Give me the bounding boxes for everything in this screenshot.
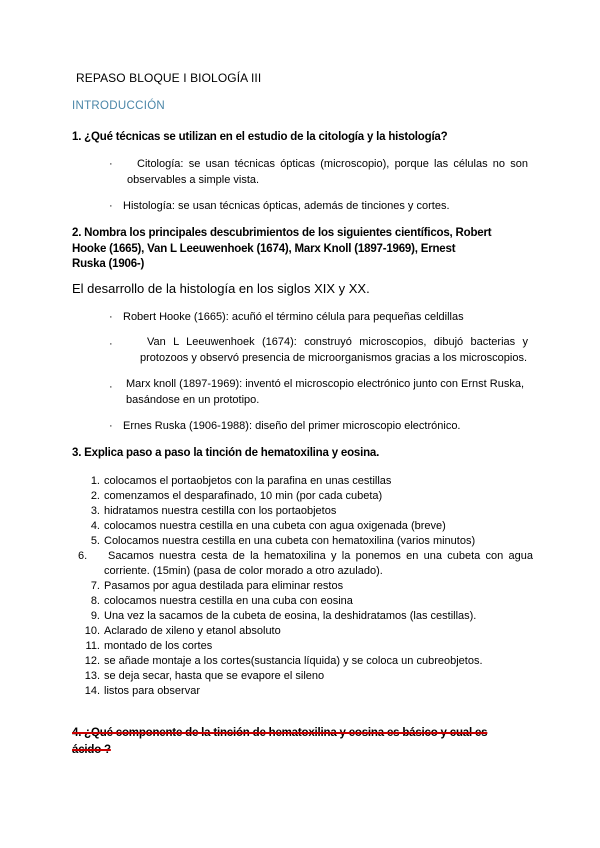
list-item: 1. colocamos el portaobjetos con la parafina en unas cestillas: [90, 475, 392, 487]
q2-answer-ruska: Ernes Ruska (1906-1988): diseño del primer microscopio electrónico.: [123, 420, 461, 432]
bullet-icon: ·: [109, 381, 113, 393]
bullet-icon: ·: [109, 338, 113, 350]
question-4-line: ácido ?: [72, 744, 111, 756]
question-3: 3. Explica paso a paso la tinción de hematoxilina y eosina.: [72, 447, 380, 459]
list-item: 4. colocamos nuestra cestilla en una cubeta con agua oxigenada (breve): [90, 520, 446, 532]
question-2: [72, 226, 491, 273]
intro-heading: INTRODUCCIÓN: [72, 100, 166, 112]
question-1: 1. ¿Qué técnicas se utilizan en el estudio de la citología y la histología?: [72, 131, 448, 143]
question-2-line: Hooke (1665), Van L Leeuwenhoek (1674), Marx Knoll (1897-1969), Ernest: [72, 242, 456, 255]
staining-steps-list: [78, 474, 533, 699]
list-item: 2. comenzamos el desparafinado, 10 min (por cada cubeta): [90, 490, 383, 502]
list-item: 11. montado de los cortes: [85, 640, 213, 652]
q1-answer-histologia: Histología: se usan técnicas ópticas, además de tinciones y cortes.: [123, 200, 450, 212]
list-item: 7. Pasamos por agua destilada para eliminar restos: [90, 580, 344, 592]
list-item: 14. listos para observar: [84, 685, 200, 697]
list-item: 13. se deja secar, hasta que se evapore el sileno: [84, 670, 325, 682]
list-item: 10. Aclarado de xileno y etanol absoluto: [84, 625, 281, 637]
list-item: 6. Sacamos nuestra cesta de la hematoxilina y la ponemos en una cubeta con agua corriente. (15min) (pasa de color morado a otro azulado).: [78, 550, 533, 577]
q2-answer-leeuwenhoek: Van L Leeuwenhoek (1674): construyó microscopios, dibujó bacterias y protozoos y observó presencia de microorganismos gracias a los microscopios.: [140, 336, 528, 364]
bullet-icon: ·: [109, 200, 113, 212]
q2-answer-hooke: Robert Hooke (1665): acuñó el término célula para pequeñas celdillas: [123, 311, 464, 323]
question-4: [72, 725, 487, 759]
bullet-icon: ·: [109, 311, 113, 323]
list-item: 9. Una vez la sacamos de la cubeta de eosina, la deshidratamos (las cestillas).: [90, 610, 477, 622]
q2-answer-knoll: Marx knoll (1897-1969): inventó el microscopio electrónico junto con Ernst Ruska, basándose en un prototipo.: [126, 378, 525, 406]
bullet-icon: ·: [109, 420, 113, 432]
bullet-icon: ·: [109, 158, 113, 170]
list-item: 3. hidratamos nuestra cestilla con los portaobjetos: [90, 505, 337, 517]
q2-intro: El desarrollo de la histología en los siglos XIX y XX.: [72, 281, 370, 296]
list-item: 5. Colocamos nuestra cestilla en una cubeta con hematoxilina (varios minutos): [90, 535, 476, 547]
document-title: REPASO BLOQUE I BIOLOGÍA III: [76, 71, 262, 85]
question-2-line: Ruska (1906-): [72, 258, 145, 270]
question-4-line: 4. ¿Qué componente de la tinción de hematoxilina y eosina es básico y cual es: [72, 727, 488, 739]
list-item: 8. colocamos nuestra cestilla en una cuba con eosina: [90, 595, 353, 607]
q1-answer-citologia: Citología: se usan técnicas ópticas (microscopio), porque las células no son observables a simple vista.: [127, 158, 528, 186]
list-item: 12. se añade montaje a los cortes(sustancia líquida) y se coloca un cubreobjetos.: [84, 655, 483, 667]
question-2-line: 2. Nombra los principales descubrimientos de los siguientes científicos, Robert: [72, 227, 492, 239]
